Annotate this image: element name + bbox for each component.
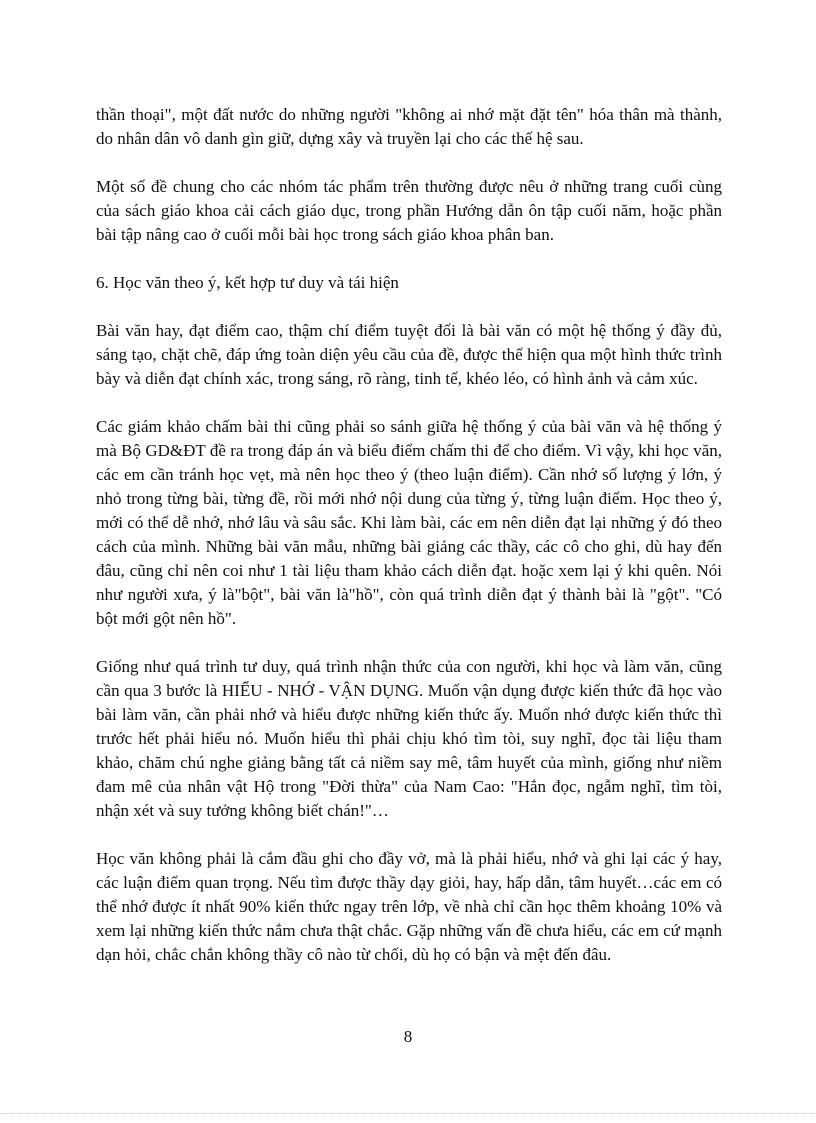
page-number: 8 bbox=[403, 1027, 413, 1046]
paragraph-1: thần thoại", một đất nước do những người "không ai nhớ mặt đặt tên" hóa thân mà thành, do nhân dân vô danh gìn giữ, dựng xây và truyền lại cho các thế hệ sau. bbox=[96, 105, 722, 148]
page-bottom-divider bbox=[0, 1113, 816, 1114]
section-heading: 6. Học văn theo ý, kết hợp tư duy và tái hiện bbox=[96, 273, 399, 292]
paragraph-5: Giống như quá trình tư duy, quá trình nhận thức của con người, khi học và làm văn, cũng cần qua 3 bước là HIỂU - NHỚ - VẬN DỤNG. Muốn vận dụng được kiến thức đã học vào bài làm văn, cần phải nhớ và hiểu được những kiến thức ấy. Muốn nhớ được kiến thức thì trước hết phải hiểu nó. Muốn hiểu thì phải chịu khó tìm tòi, suy nghĩ, đọc tài liệu tham khảo, chăm chú nghe giảng bằng tất cả niềm say mê, tâm huyết của mình, giống như niềm đam mê của nhân vật Hộ trong "Đời thừa" của Nam Cao: "Hắn đọc, ngẫm nghĩ, tìm tòi, nhận xét và suy tưởng không biết chán!"… bbox=[96, 657, 722, 820]
page-body bbox=[96, 103, 722, 967]
paragraph-6: Học văn không phải là cắm đầu ghi cho đầy vở, mà là phải hiểu, nhớ và ghi lại các ý hay, các luận điểm quan trọng. Nếu tìm được thầy dạy giỏi, hay, hấp dẫn, tâm huyết…các em có thể nhớ được ít nhất 90% kiến thức ngay trên lớp, về nhà chỉ cần học thêm khoảng 10% và xem lại những kiến thức nắm chưa thật chắc. Gặp những vấn đề chưa hiểu, các em cứ mạnh dạn hỏi, chắc chắn không thầy cô nào từ chối, dù họ có bận và mệt đến đâu. bbox=[96, 849, 722, 964]
paragraph-2: Một số đề chung cho các nhóm tác phẩm trên thường được nêu ở những trang cuối cùng của sách giáo khoa cải cách giáo dục, trong phần Hướng dẫn ôn tập cuối năm, hoặc phần bài tập nâng cao ở cuối mỗi bài học trong sách giáo khoa phân ban. bbox=[96, 177, 722, 244]
paragraph-3: Bài văn hay, đạt điểm cao, thậm chí điểm tuyệt đối là bài văn có một hệ thống ý đầy đủ, sáng tạo, chặt chẽ, đáp ứng toàn diện yêu cầu của đề, được thể hiện qua một hình thức trình bày và diễn đạt chính xác, trong sáng, rõ ràng, tinh tế, khéo léo, có hình ảnh và cảm xúc. bbox=[96, 321, 722, 388]
paragraph-4: Các giám khảo chấm bài thi cũng phải so sánh giữa hệ thống ý của bài văn và hệ thống ý mà Bộ GD&ĐT đề ra trong đáp án và biểu điểm chấm thi để cho điểm. Vì vậy, khi học văn, các em cần tránh học vẹt, mà nên học theo ý (theo luận điểm). Cần nhớ số lượng ý lớn, ý nhỏ trong từng bài, từng đề, rồi mới nhớ nội dung của từng ý, từng luận điểm. Học theo ý, mới có thể dễ nhớ, nhớ lâu và sâu sắc. Khi làm bài, các em nên diễn đạt lại những ý đó theo cách của mình. Những bài văn mẫu, những bài giảng các thầy, các cô cho ghi, dù hay đến đâu, cũng chỉ nên coi như 1 tài liệu tham khảo cách diễn đạt. hoặc xem lại ý khi quên. Nói như người xưa, ý là"bột", bài văn là"hồ", còn quá trình diễn đạt ý thành bài là "gột". "Có bột mới gột nên hồ". bbox=[96, 417, 722, 628]
